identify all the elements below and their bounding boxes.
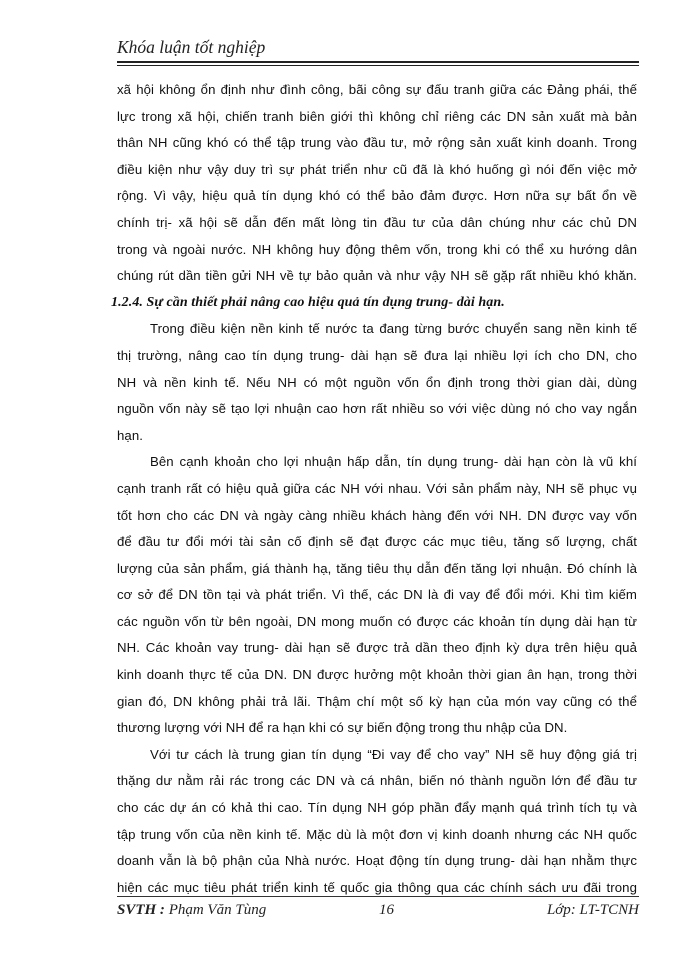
body-line: thương lượng với NH để ra hạn khi có sự biến động trong thu nhập của DN. [117, 720, 568, 736]
body-line: xã hội không ổn định như đình công, bãi công sự đấu tranh giữa các Đảng phái, thế [117, 82, 637, 97]
body-line: Bên cạnh khoản cho lợi nhuận hấp dẫn, tín dụng trung- dài hạn còn là vũ khí [150, 454, 637, 470]
body-line: nguồn vốn này sẽ tạo lợi nhuận cao hơn rất nhiều so với việc dùng nó cho vay ngắn [117, 401, 637, 417]
body-line: điều kiện như vậy duy trì sự phát triển như cũ đã là khó huống gì nói đến việc mở [117, 161, 637, 177]
body-line: các nguồn vốn từ bên ngoài, DN mong muốn có được các khoản tín dụng dài hạn từ [117, 613, 637, 629]
body-line: hiện các mục tiêu phát triển kinh tế quốc gia thông qua các chính sách ưu đãi trong [117, 879, 637, 895]
body-line: NH và nền kinh tế. Nếu NH có một nguồn vốn ổn định trong thời gian dài, dùng [117, 374, 637, 390]
body-line: hạn. [117, 427, 143, 443]
body-line: thặng dư nằm rải rác trong các DN và cá nhân, biến nó thành nguồn lớn để đầu tư [117, 773, 637, 789]
footer-author-label: SVTH : [117, 902, 165, 918]
header-divider [117, 61, 639, 66]
body-line: cơ sở để DN tồn tại và phát triển. Vì thế, các DN là đi vay để đổi mới. Khi tìm kiếm [117, 587, 637, 603]
page-number: 16 [379, 902, 394, 918]
body-line: NH. Các khoản vay trung- dài hạn sẽ được trả dần theo định kỳ dựa trên hiệu quả [117, 640, 637, 656]
body-line: để đầu tư đổi mới tài sản cố định sẽ đạt được các mục tiêu, tăng số lượng, chất [117, 534, 637, 550]
document-body [111, 77, 637, 901]
page-header-title: Khóa luận tốt nghiệp [117, 37, 266, 57]
body-line: tốt hơn cho các DN và ngày càng nhiều khách hàng đến với NH. DN được vay vốn [117, 507, 637, 523]
body-line: cho các dự án có khả thi cao. Tín dụng NH góp phần đẩy mạnh quá trình tích tụ và [117, 800, 637, 816]
body-line: chúng rút dần tiền gửi NH về tự bảo quản và như vậy NH sẽ gặp rất nhiều khó khăn. [117, 268, 637, 284]
footer-author [117, 902, 266, 919]
body-line: gian đó, DN không phải trả lãi. Thậm chí một số kỳ hạn của món vay cũng có thể [117, 693, 637, 709]
body-line: thân NH cũng khó có thể tập trung vào đầu tư, mở rộng sản xuất kinh doanh. Trong [117, 135, 637, 151]
body-line: rộng. Vì vậy, hiệu quả tín dụng khó có thể bảo đảm được. Hơn nữa sự bất ổn về [117, 188, 637, 204]
body-line: tập trung vốn của nền kinh tế. Mặc dù là một đơn vị kinh doanh nhưng các NH quốc [117, 826, 637, 842]
body-line: lượng của sản phẩm, giá thành hạ, tăng tiêu thụ dẫn đến tăng lợi nhuận. Đó chính là [117, 560, 637, 576]
body-line: trong và ngoài nước. NH không huy động thêm vốn, trong khi có thể xu hướng dân [117, 241, 637, 257]
footer-class: Lớp: LT-TCNH [546, 902, 639, 918]
body-line: lực trong xã hội, chiến tranh biên giới thì không chỉ riêng các DN sản xuất mà bản [117, 108, 637, 124]
body-line: cạnh tranh rất có hiệu quả giữa các NH với nhau. Với sản phẩm này, NH sẽ phục vụ [117, 480, 637, 496]
body-line: kinh doanh thực tế của DN. DN được hưởng một khoản thời gian ân hạn, trong thời [117, 667, 637, 683]
footer-divider [117, 896, 639, 897]
body-line: thị trường, nâng cao tín dụng trung- dài hạn sẽ đưa lại nhiều lợi ích cho DN, cho [117, 347, 637, 363]
body-line: Với tư cách là trung gian tín dụng “Đi vay để cho vay” NH sẽ huy động giá trị [150, 746, 637, 762]
body-line: Trong điều kiện nền kinh tế nước ta đang từng bước chuyển sang nền kinh tế [150, 321, 637, 337]
footer-author-name: Phạm Văn Tùng [168, 902, 267, 918]
body-line: doanh vẫn là bộ phận của Nhà nước. Hoạt động tín dụng trung- dài hạn nhằm thực [117, 853, 637, 869]
body-line: chính trị- xã hội sẽ dẫn đến mất lòng tin đầu tư của dân chúng như các chủ DN [117, 214, 637, 230]
section-heading: 1.2.4. Sự cần thiết phải nâng cao hiệu quả tín dụng trung- dài hạn. [111, 294, 505, 310]
page-footer [117, 902, 639, 922]
